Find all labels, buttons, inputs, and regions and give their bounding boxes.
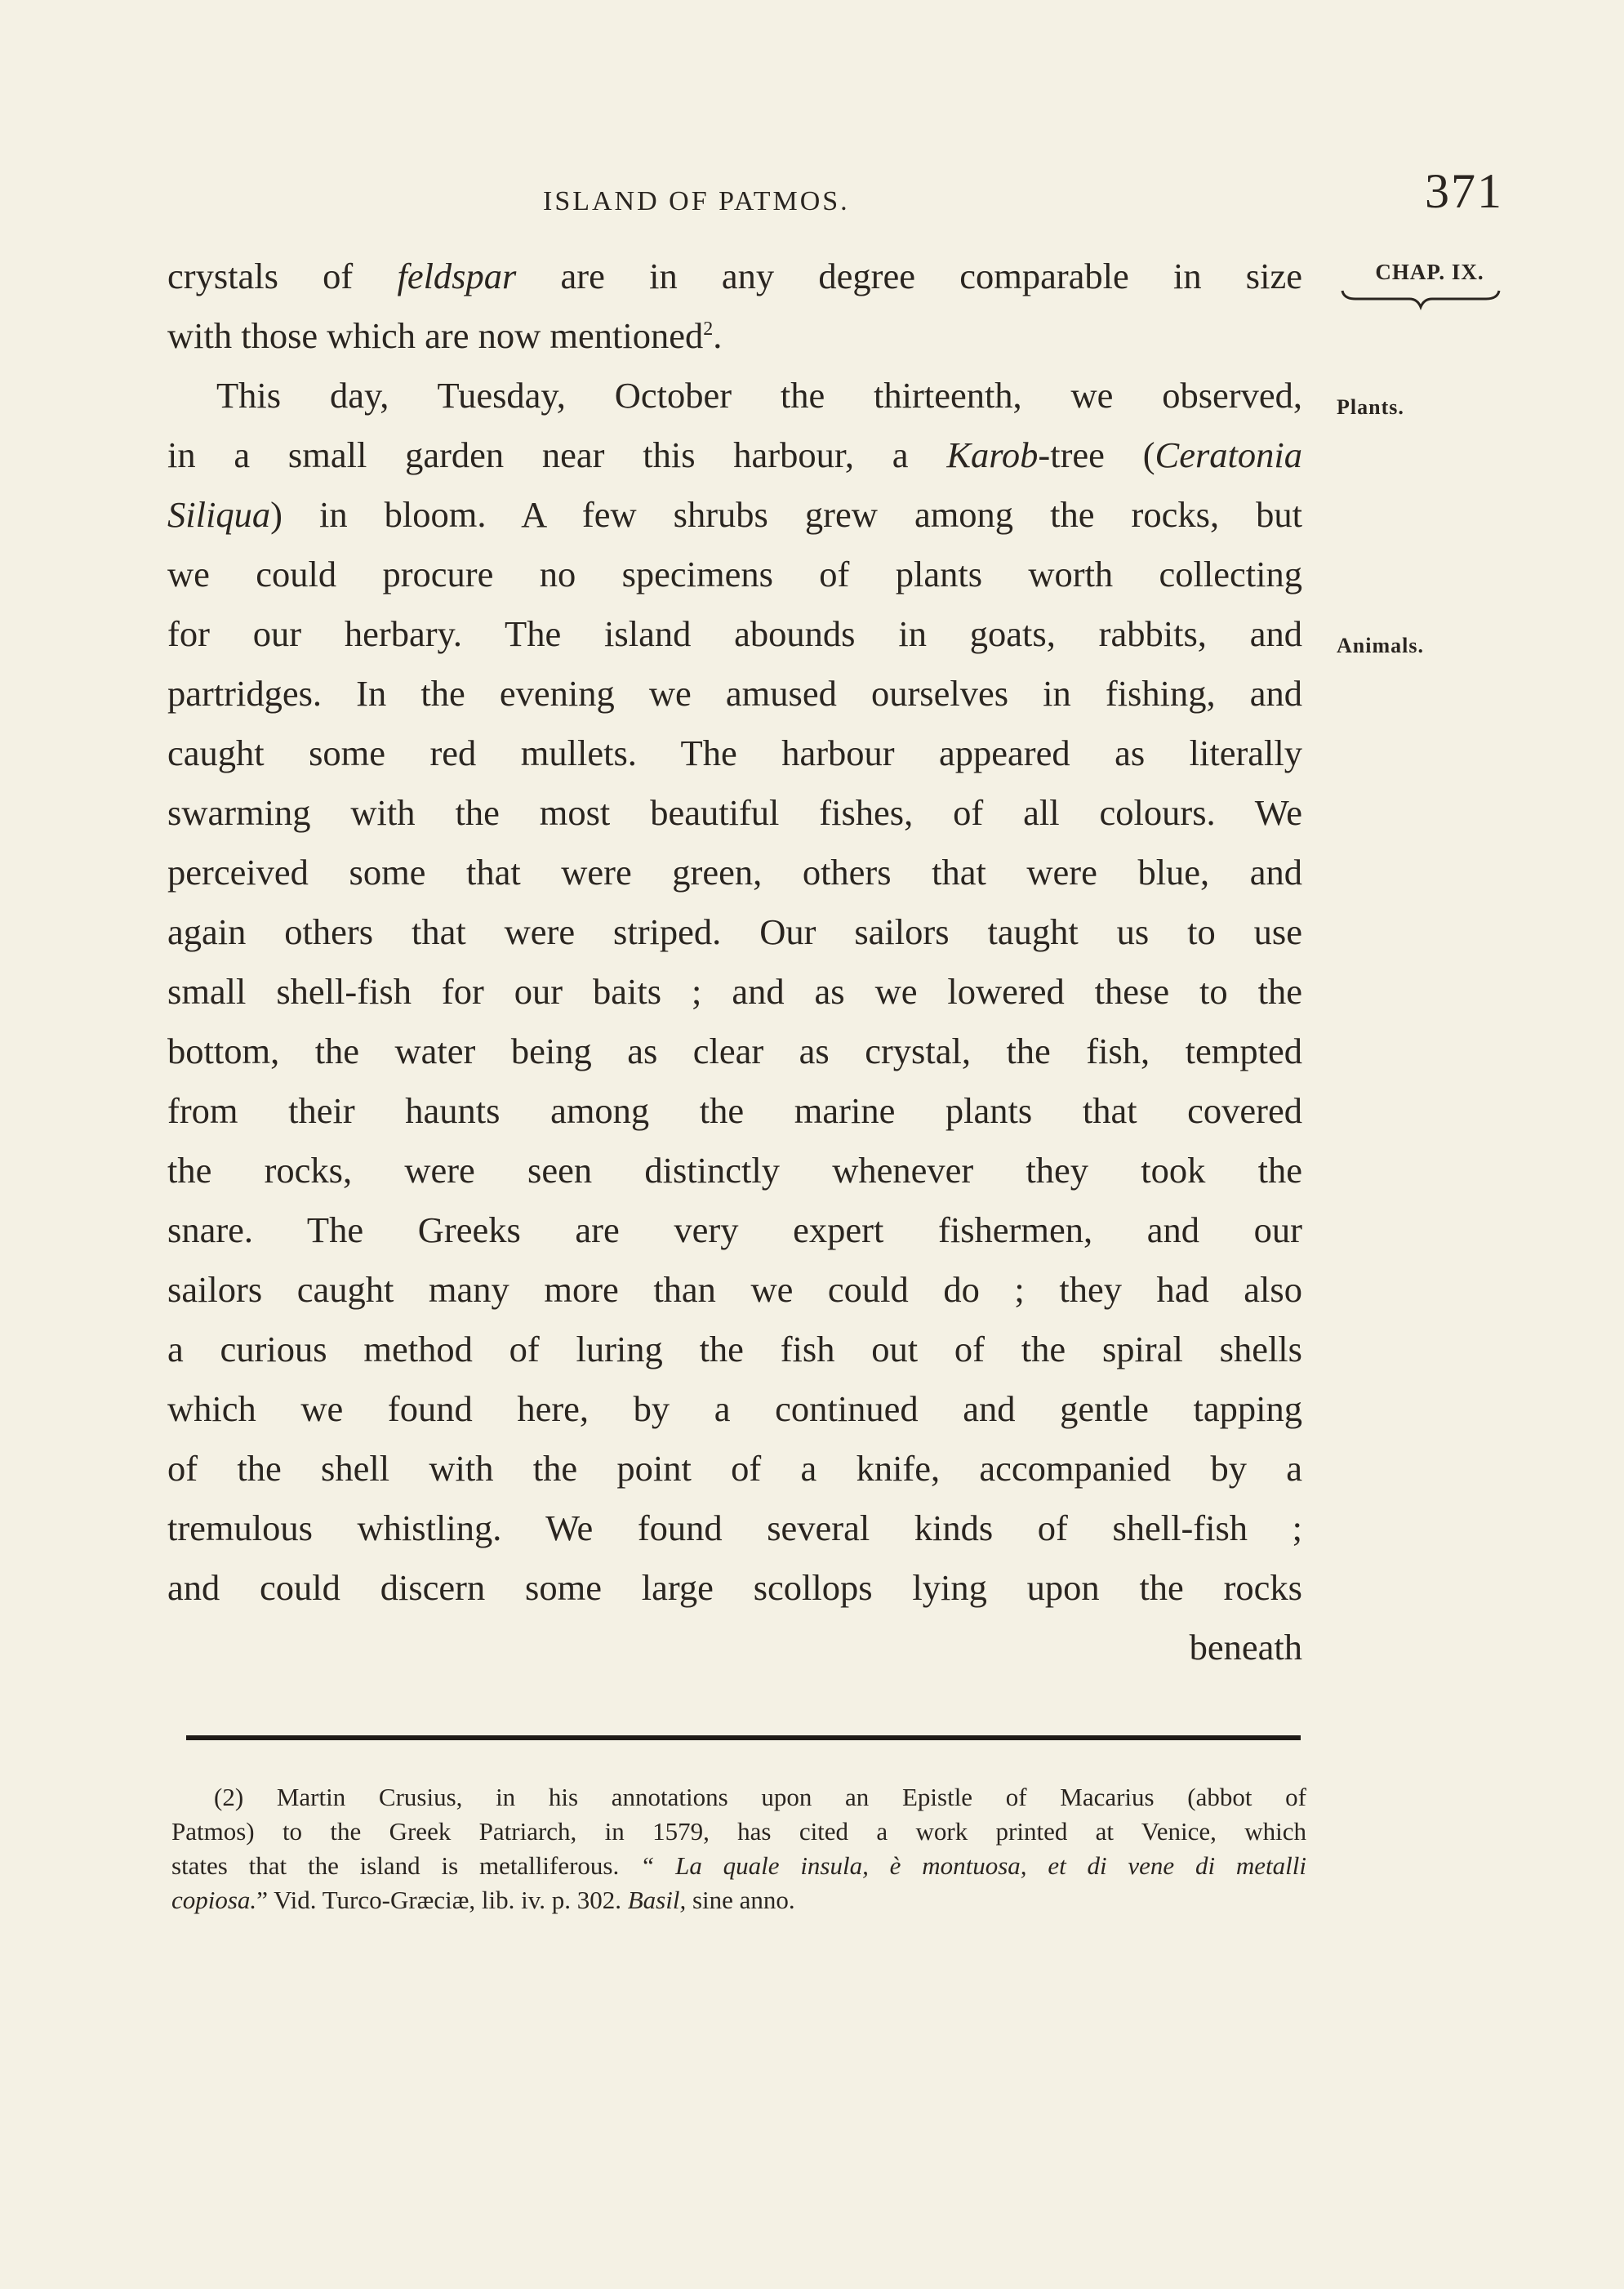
margin-note-plants: Plants. — [1337, 395, 1404, 419]
margin-note-animals: Animals. — [1337, 634, 1424, 657]
chapter-label: CHAP. IX. — [1375, 260, 1484, 284]
text-line: a curious method of luring the fish out of the spiral shells — [167, 1329, 1302, 1369]
page-number: 371 — [1425, 164, 1503, 218]
chapter-brace-icon — [1339, 287, 1502, 312]
text-line: caught some red mullets. The harbour appeared as literally — [167, 733, 1302, 773]
chapter-marker — [1339, 260, 1502, 317]
text-line: which we found here, by a continued and gentle tapping — [167, 1388, 1302, 1429]
text-line: again others that were striped. Our sailors taught us to use — [167, 911, 1302, 952]
text-line: sailors caught many more than we could do ; they had also — [167, 1269, 1302, 1310]
text-line: swarming with the most beautiful fishes, of all colours. We — [167, 792, 1302, 833]
text-line: small shell-fish for our baits ; and as we lowered these to the — [167, 971, 1302, 1012]
text-line: partridges. In the evening we amused ourselves in fishing, and — [167, 673, 1302, 714]
text-line: perceived some that were green, others that were blue, and — [167, 852, 1302, 893]
text-line: the rocks, were seen distinctly whenever they took the — [167, 1150, 1302, 1191]
text-line: crystals of feldspar are in any degree comparable in size — [167, 256, 1302, 296]
footnote-line: copiosa.” Vid. Turco-Græciæ, lib. iv. p. 302. Basil, sine anno. — [171, 1886, 795, 1914]
text-line: we could procure no specimens of plants worth collecting — [167, 554, 1302, 595]
footnote-line: Patmos) to the Greek Patriarch, in 1579, has cited a work printed at Venice, which — [171, 1817, 1306, 1846]
text-line: Siliqua) in bloom. A few shrubs grew among the rocks, but — [167, 494, 1302, 535]
text-line: bottom, the water being as clear as crystal, the fish, tempted — [167, 1031, 1302, 1071]
text-line: in a small garden near this harbour, a Karob-tree (Ceratonia — [167, 434, 1302, 475]
running-title: ISLAND OF PATMOS. — [543, 186, 850, 216]
text-line: of the shell with the point of a knife, accompanied by a — [167, 1448, 1302, 1489]
footnote-ref: 2 — [703, 318, 714, 340]
text-line: snare. The Greeks are very expert fishermen, and our — [167, 1209, 1302, 1250]
text-line: and could discern some large scollops lying upon the rocks — [167, 1567, 1302, 1608]
footnote-line: (2) Martin Crusius, in his annotations upon an Epistle of Macarius (abbot of — [214, 1783, 1306, 1811]
text-line: from their haunts among the marine plants that covered — [167, 1090, 1302, 1131]
text-line: tremulous whistling. We found several kinds of shell-fish ; — [167, 1507, 1302, 1548]
text-line: with those which are now mentioned$^2$. — [167, 315, 723, 356]
text-line: This day, Tuesday, October the thirteenth, we observed, — [216, 375, 1302, 416]
footnote-line: states that the island is metalliferous. “ La quale insula, è montuosa, et di vene di metalli — [171, 1851, 1306, 1880]
text-line: for our herbary. The island abounds in goats, rabbits, and — [167, 613, 1302, 654]
catchword: beneath — [1189, 1627, 1302, 1668]
footnote-rule — [186, 1735, 1301, 1740]
